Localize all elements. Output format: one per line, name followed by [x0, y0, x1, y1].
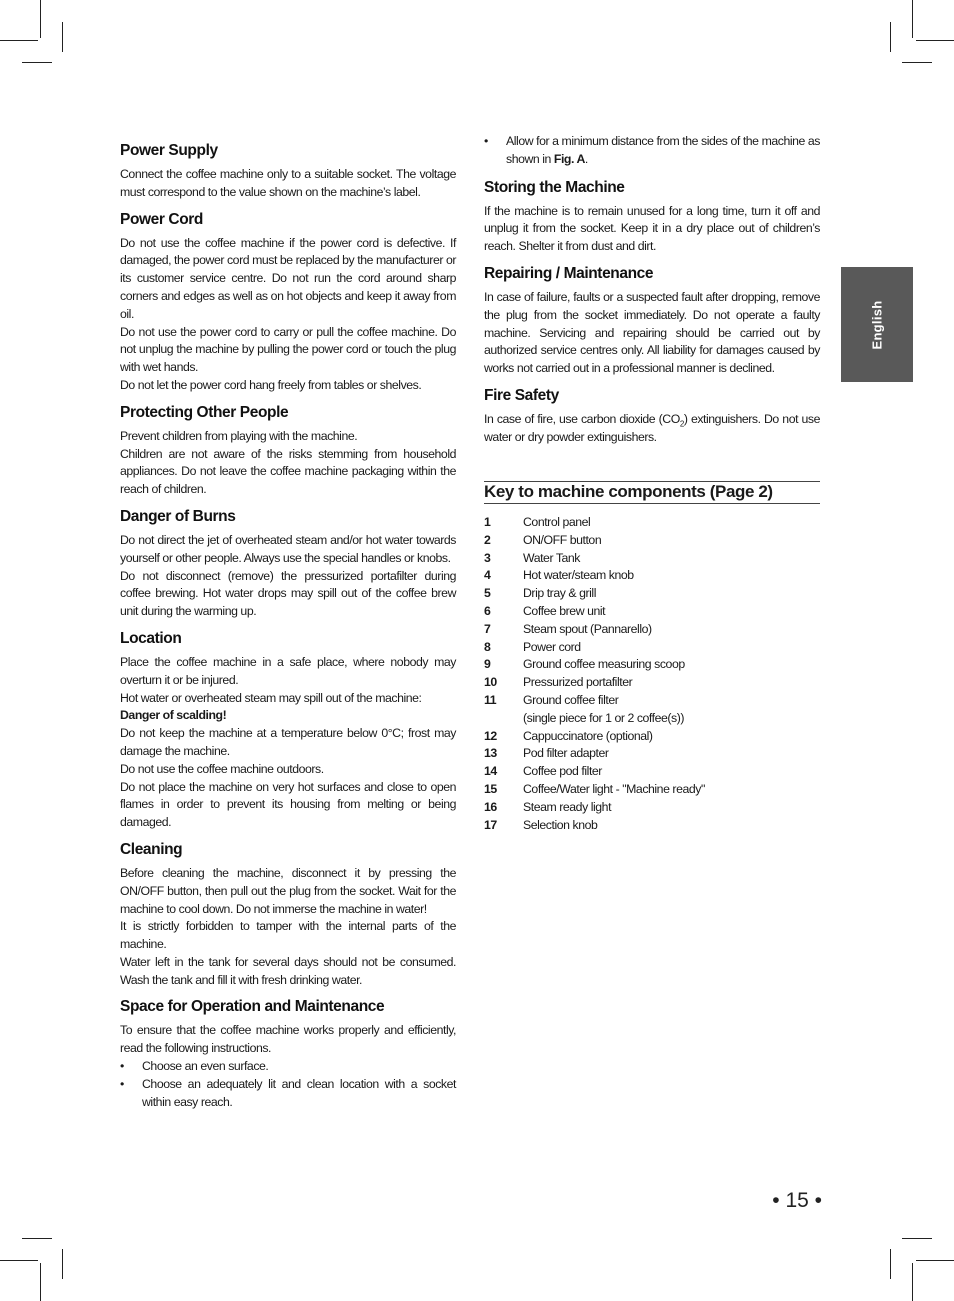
cleaning-text-2: It is strictly forbidden to tamper with the internal parts of the machine.	[120, 919, 456, 952]
key-item-number: 17	[484, 817, 497, 832]
storing-heading: Storing the Machine	[484, 178, 625, 196]
crop-mark	[902, 62, 932, 63]
key-item	[484, 763, 820, 781]
key-item	[484, 799, 820, 817]
power-cord-text-1: Do not use the coffee machine if the power cord is defective. If damaged, the power cord must be replaced by the manufacturer or its customer service centre. Do not run the cord around sharp corners and edges as well as on hot objects and keep it away from oil.	[120, 235, 456, 321]
repairing-heading: Repairing / Maintenance	[484, 264, 654, 282]
crop-mark	[62, 22, 63, 52]
list-item	[484, 133, 820, 169]
key-item-label	[523, 745, 820, 763]
left-column	[120, 133, 456, 1111]
key-item-label	[523, 603, 820, 621]
space-intro: To ensure that the coffee machine works properly and efficiently, read the following instructions.	[120, 1023, 456, 1056]
power-cord-text-2: Do not use the power cord to carry or pull the coffee machine. Do not unplug the machine by pulling the power cord or touch the plug with wet hands.	[120, 324, 456, 375]
key-item-number: 15	[484, 781, 497, 796]
key-item-number: 5	[484, 586, 491, 601]
key-item-label	[523, 532, 820, 550]
power-cord-text-3: Do not let the power cord hang freely from tables or shelves.	[120, 377, 422, 392]
crop-mark	[890, 1249, 891, 1279]
crop-mark	[912, 0, 913, 38]
key-item-number: 3	[484, 550, 491, 565]
crop-mark	[912, 1263, 913, 1301]
crop-mark	[916, 40, 954, 41]
key-item-label-line: Coffee brew unit	[523, 603, 606, 618]
key-item-number: 13	[484, 746, 497, 761]
key-item-label	[523, 621, 820, 639]
key-item-number: 9	[484, 657, 491, 672]
key-item	[484, 532, 820, 550]
key-item-label	[523, 674, 820, 692]
page-number: • 15 •	[772, 1189, 822, 1212]
list-item: • Choose an even surface.	[120, 1058, 456, 1076]
key-item	[484, 550, 820, 568]
key-item	[484, 745, 820, 763]
key-item-label	[523, 781, 820, 799]
key-item-label	[523, 817, 820, 835]
key-item-label-line: Steam ready light	[523, 799, 612, 814]
space-bullets	[120, 1058, 456, 1111]
fig-a-reference: Fig. A	[553, 151, 585, 166]
key-item-number: 1	[484, 515, 491, 529]
burns-heading: Danger of Burns	[120, 507, 236, 525]
cleaning-heading: Cleaning	[120, 840, 183, 858]
key-item-label	[523, 763, 820, 781]
key-item-label-line: Selection knob	[523, 817, 598, 832]
location-text-3: Do not keep the machine at a temperature below 0°C; frost may damage the machine.	[120, 726, 456, 758]
location-text-1: Place the coffee machine in a safe place, where nobody may overturn it or be injured.	[120, 654, 456, 687]
key-item-label-line: Hot water/steam knob	[523, 568, 634, 583]
repairing-text: In case of failure, faults or a suspected fault after dropping, remove the plug from the socket immediately. Do not operate a faulty machine. Servicing and repairing should be carried out by authorized service centres only. All liability for damages caused by works not carried out in a professional manner is declined.	[484, 289, 820, 376]
key-item-label	[523, 656, 820, 674]
location-text-5: Do not place the machine on very hot surfaces and close to open flames in order to prevent its housing from melting or being damaged.	[120, 779, 456, 830]
key-item-label-line: Control panel	[523, 515, 591, 529]
key-item-label-line: Coffee/Water light - "Machine ready"	[523, 781, 705, 796]
key-item	[484, 603, 820, 621]
crop-mark	[22, 1238, 52, 1239]
location-heading: Location	[120, 629, 182, 647]
scalding-warning: Danger of scalding!	[120, 708, 227, 723]
location-text-2: Hot water or overheated steam may spill out of the machine:	[120, 690, 422, 705]
power-supply-heading: Power Supply	[120, 142, 218, 159]
key-item-label-line: Pod filter adapter	[523, 746, 609, 761]
distance-bullet-list	[484, 133, 820, 169]
crop-mark	[62, 1249, 63, 1279]
key-item-label	[523, 728, 820, 746]
crop-mark	[0, 40, 38, 41]
key-item-label	[523, 692, 820, 728]
key-item	[484, 585, 820, 603]
key-heading: Key to machine components (Page 2)	[484, 481, 820, 504]
key-item-number: 6	[484, 603, 491, 618]
key-item-label-line: Power cord	[523, 639, 581, 654]
storing-text: If the machine is to remain unused for a long time, turn it off and unplug it from the socket. Keep it in a dry place out of children’s reach. Shelter it from dust and dirt.	[484, 203, 820, 254]
protecting-text-1: Prevent children from playing with the machine.	[120, 428, 358, 443]
key-item-label	[523, 585, 820, 603]
key-item-number: 7	[484, 621, 491, 636]
crop-mark	[902, 1238, 932, 1239]
power-supply-text: Connect the coffee machine only to a suitable socket. The voltage must correspond to the value shown on the machine’s label.	[120, 167, 456, 199]
distance-text: Allow for a minimum distance from the sides of the machine as shown in	[506, 134, 820, 166]
key-item-label-line: Drip tray & grill	[523, 586, 596, 601]
crop-mark	[40, 0, 41, 38]
key-item-number: 2	[484, 532, 491, 547]
key-item-number: 10	[484, 675, 497, 690]
key-item	[484, 817, 820, 835]
key-item-label-line: (single piece for 1 or 2 coffee(s))	[523, 710, 685, 725]
right-column	[484, 133, 820, 853]
key-item-label	[523, 550, 820, 568]
cleaning-text-3: Water left in the tank for several days should not be consumed. Wash the tank and fill it with fresh drinking water.	[120, 954, 456, 987]
space-heading: Space for Operation and Maintenance	[120, 998, 385, 1016]
crop-mark	[916, 1260, 954, 1261]
key-item	[484, 621, 820, 639]
language-tab	[841, 267, 913, 382]
fire-text-subscript: 2	[679, 419, 684, 429]
key-item-number: 12	[484, 728, 497, 743]
key-item-label-line: Steam spout (Pannarello)	[523, 621, 652, 636]
key-item-number: 8	[484, 639, 491, 654]
key-item	[484, 567, 820, 585]
key-item-number: 11	[484, 692, 497, 707]
key-item	[484, 639, 820, 657]
key-item-label	[523, 567, 820, 585]
protecting-heading: Protecting Other People	[120, 403, 289, 421]
fire-heading: Fire Safety	[484, 386, 559, 404]
fire-text-a: In case of fire, use carbon dioxide (CO	[484, 411, 680, 426]
list-item: • Choose an adequately lit and clean location with a socket within easy reach.	[120, 1076, 456, 1112]
key-list	[484, 514, 820, 834]
distance-text-end: .	[584, 151, 588, 166]
key-item-label	[523, 514, 820, 532]
burns-text-2: Do not disconnect (remove) the pressurized portafilter during coffee brewing. Hot water drops may spill out of the coffee brew unit during the warming up.	[120, 568, 456, 619]
burns-text-1: Do not direct the jet of overheated steam and/or hot water towards yourself or other people. Always use the special handles or knobs.	[120, 532, 456, 565]
key-item-number: 16	[484, 799, 497, 814]
key-item-label	[523, 799, 820, 817]
power-cord-heading: Power Cord	[120, 210, 203, 228]
key-item-label-line: Ground coffee measuring scoop	[523, 657, 685, 672]
key-item-label-line: Cappuccinatore (optional)	[523, 728, 653, 743]
key-item	[484, 692, 820, 728]
key-item-label	[523, 639, 820, 657]
fire-text	[484, 411, 820, 447]
key-item-number: 4	[484, 568, 491, 583]
key-item	[484, 514, 820, 532]
key-item-label-line: Coffee pod filter	[523, 764, 602, 779]
crop-mark	[40, 1263, 41, 1301]
key-item	[484, 781, 820, 799]
location-text-4: Do not use the coffee machine outdoors.	[120, 761, 324, 776]
key-item-label-line: Pressurized portafilter	[523, 675, 633, 690]
cleaning-text-1: Before cleaning the machine, disconnect it by pressing the ON/OFF button, then pull out the plug from the socket. Wait for the machine to cool down. Do not immerse the machine in water!	[120, 865, 456, 916]
crop-mark	[22, 62, 52, 63]
protecting-text-2: Children are not aware of the risks stemming from household appliances. Do not leave the coffee machine packaging within the reach of children.	[120, 446, 456, 497]
key-item-label-line: Water Tank	[523, 550, 581, 565]
key-item-label-line: Ground coffee filter	[523, 692, 619, 707]
crop-mark	[0, 1260, 38, 1261]
key-item	[484, 674, 820, 692]
key-item	[484, 728, 820, 746]
language-label: English	[869, 300, 885, 350]
key-item	[484, 656, 820, 674]
fire-text-b: ) extinguishers. Do not use water or dry powder extinguishers.	[484, 411, 820, 444]
key-item-number: 14	[484, 764, 497, 779]
key-item-label-line: ON/OFF button	[523, 532, 602, 547]
crop-mark	[890, 22, 891, 52]
